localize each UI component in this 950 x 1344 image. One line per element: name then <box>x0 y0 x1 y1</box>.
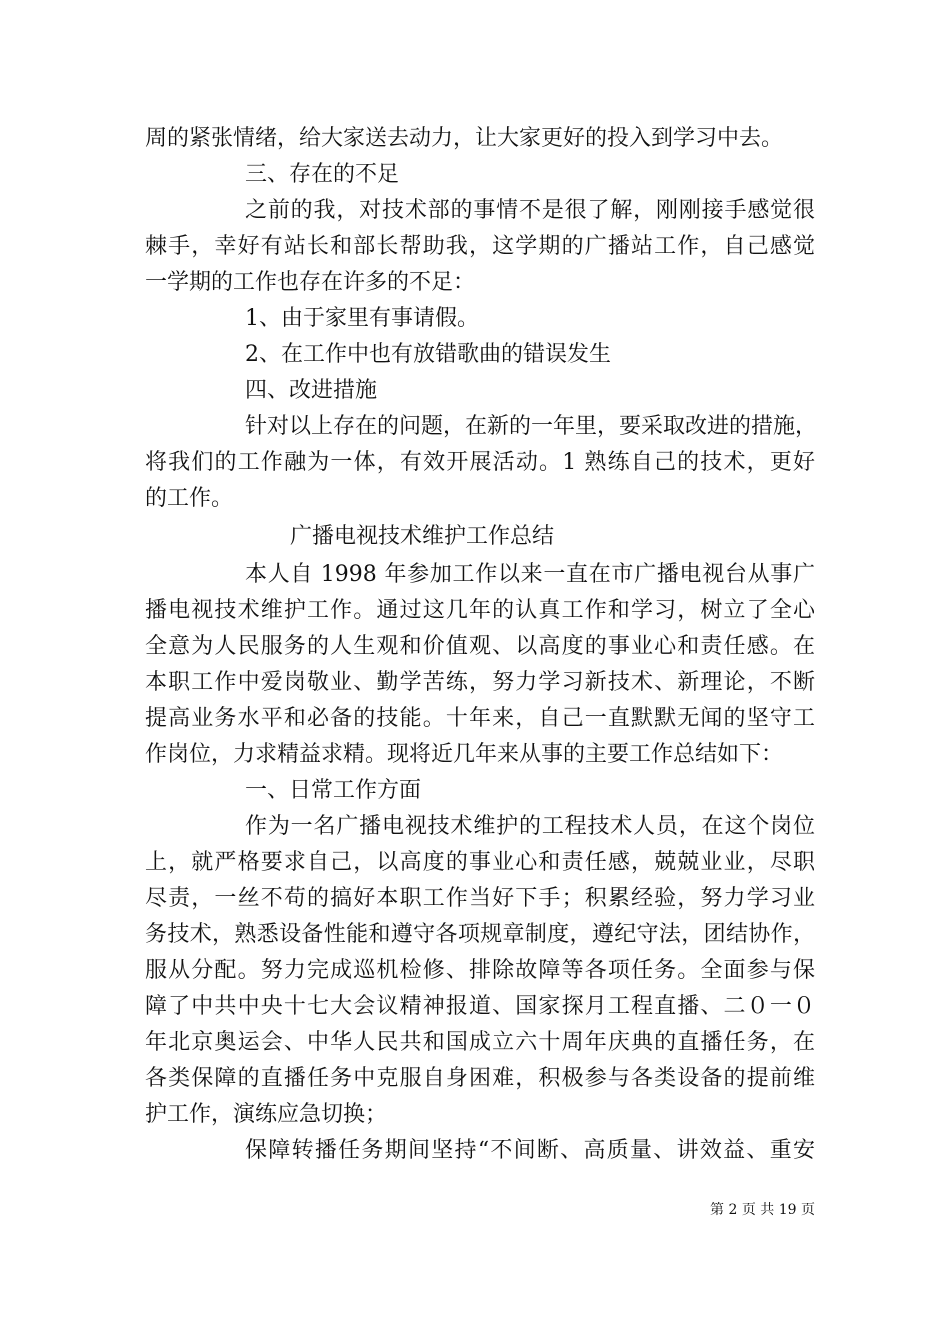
text-line: 务技术，熟悉设备性能和遵守各项规章制度，遵纪守法，团结协作， <box>145 922 815 947</box>
text-line: 将我们的工作融为一体，有效开展活动。1 熟练自己的技术，更好 <box>145 450 815 475</box>
text-line: 一学期的工作也存在许多的不足： <box>145 270 476 295</box>
text-line: 的工作。 <box>145 486 234 511</box>
text-line: 护工作，演练应急切换； <box>145 1102 388 1127</box>
text-line: 作岗位，力求精益求精。现将近几年来从事的主要工作总结如下： <box>145 742 784 767</box>
text-line: 之前的我，对技术部的事情不是很了解，刚刚接手感觉很 <box>245 198 815 223</box>
text-line: 全意为人民服务的人生观和价值观、以高度的事业心和责任感。在 <box>145 634 815 659</box>
text-line: 周的紧张情绪，给大家送去动力，让大家更好的投入到学习中去。 <box>145 126 784 151</box>
page-number: 第 2 页 共 19 页 <box>710 1202 815 1218</box>
section-heading: 三、存在的不足 <box>245 162 400 187</box>
text-line: 棘手，幸好有站长和部长帮助我，这学期的广播站工作，自己感觉 <box>145 234 815 259</box>
text-line: 本人自 1998 年参加工作以来一直在市广播电视台从事广 <box>245 562 815 587</box>
section-heading: 一、日常工作方面 <box>245 778 422 803</box>
text-line: 尽责，一丝不苟的搞好本职工作当好下手；积累经验，努力学习业 <box>145 886 815 911</box>
text-line: 针对以上存在的问题，在新的一年里，要采取改进的措施， <box>245 414 818 439</box>
text-line: 播电视技术维护工作。通过这几年的认真工作和学习，树立了全心 <box>145 598 815 623</box>
text-line: 本职工作中爱岗敬业、勤学苦练，努力学习新技术、新理论，不断 <box>145 670 815 695</box>
list-item: 2、在工作中也有放错歌曲的错误发生 <box>245 342 611 367</box>
list-item: 1、由于家里有事请假。 <box>245 306 479 331</box>
text-line: 年北京奥运会、中华人民共和国成立六十周年庆典的直播任务，在 <box>145 1030 815 1055</box>
text-line: 作为一名广播电视技术维护的工程技术人员，在这个岗位 <box>245 814 815 839</box>
text-line: 上，就严格要求自己，以高度的事业心和责任感，兢兢业业，尽职 <box>145 850 815 875</box>
document-title: 广播电视技术维护工作总结 <box>290 524 555 549</box>
text-line: 提高业务水平和必备的技能。十年来，自己一直默默无闻的坚守工 <box>145 706 815 731</box>
text-line: 服从分配。努力完成巡机检修、排除故障等各项任务。全面参与保 <box>145 958 815 983</box>
text-line: 障了中共中央十七大会议精神报道、国家探月工程直播、二０一０ <box>145 994 815 1019</box>
text-line: 各类保障的直播任务中克服自身困难，积极参与各类设备的提前维 <box>145 1066 815 1091</box>
section-heading: 四、改进措施 <box>245 378 378 403</box>
text-line: 保障转播任务期间坚持“不间断、高质量、讲效益、重安 <box>245 1138 815 1163</box>
